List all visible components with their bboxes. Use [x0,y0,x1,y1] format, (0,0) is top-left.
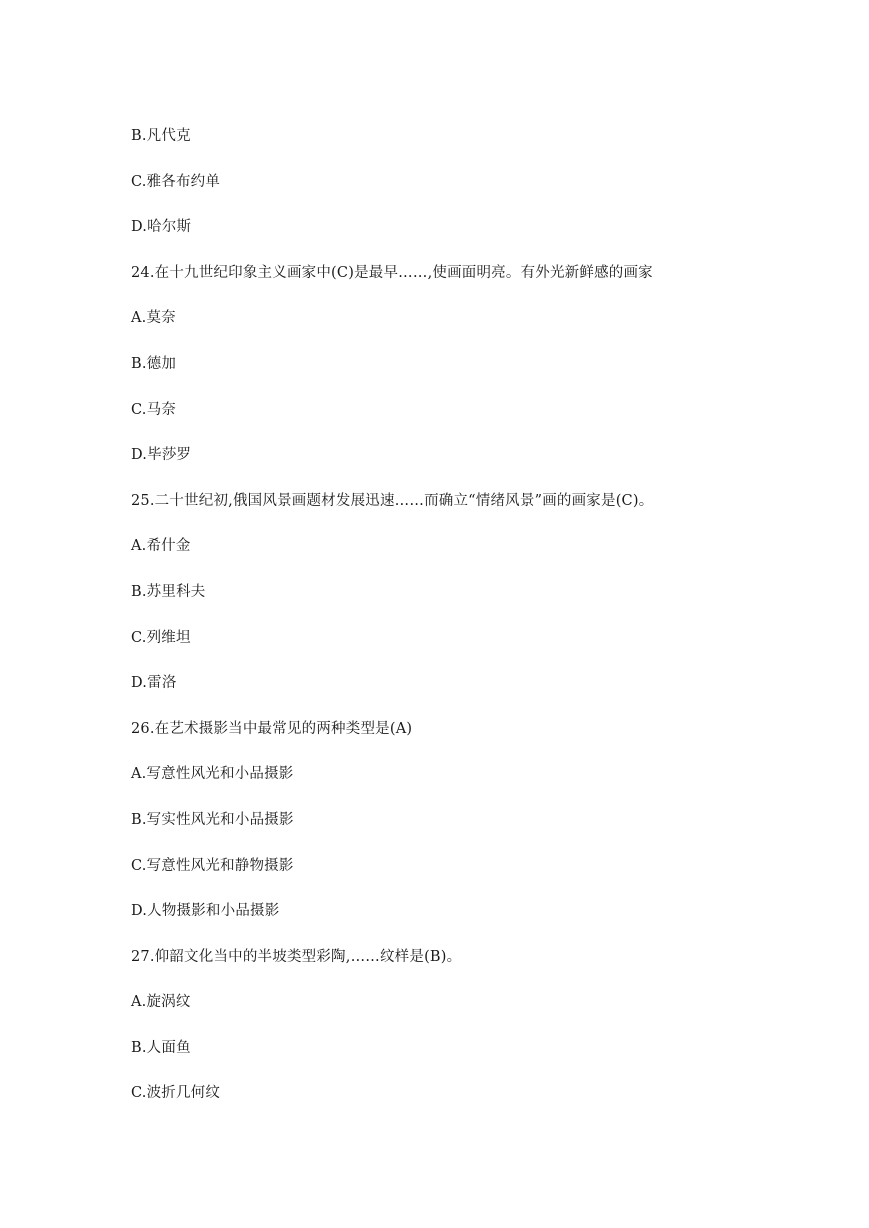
option-d-q26: D.人物摄影和小品摄影 [131,903,280,920]
option-a-q27: A.旋涡纹 [131,994,191,1011]
option-b-q24: B.德加 [131,355,177,372]
option-d-q23: D.哈尔斯 [131,219,192,236]
document-content [131,126,831,1129]
option-c-q25: C.列维坦 [131,629,191,646]
option-a-q26: A.写意性风光和小品摄影 [131,766,294,783]
option-b-q25: B.苏里科夫 [131,583,206,600]
option-c-q27: C.波折几何纹 [131,1085,221,1102]
question-27: 27.仰韶文化当中的半坡类型彩陶,……纹样是(B)。 [131,948,462,965]
option-c-q23: C.雅各布约单 [131,173,221,190]
option-b-q27: B.人面鱼 [131,1039,191,1056]
option-c-q24: C.马奈 [131,401,176,418]
question-26: 26.在艺术摄影当中最常见的两种类型是(A) [131,720,413,737]
option-b-q23: B.凡代克 [131,128,191,144]
question-24: 24.在十九世纪印象主义画家中(C)是最早……,使画面明亮。有外光新鲜感的画家 [131,264,653,281]
option-a-q25: A.希什金 [131,538,191,555]
option-d-q24: D.毕莎罗 [131,447,192,464]
question-25: 25.二十世纪初,俄国风景画题材发展迅速……而确立“情绪风景”画的画家是(C)。 [131,492,654,509]
option-b-q26: B.写实性风光和小品摄影 [131,811,294,828]
option-d-q25: D.雷洛 [131,675,177,692]
option-c-q26: C.写意性风光和静物摄影 [131,857,294,874]
option-a-q24: A.莫奈 [131,310,176,327]
